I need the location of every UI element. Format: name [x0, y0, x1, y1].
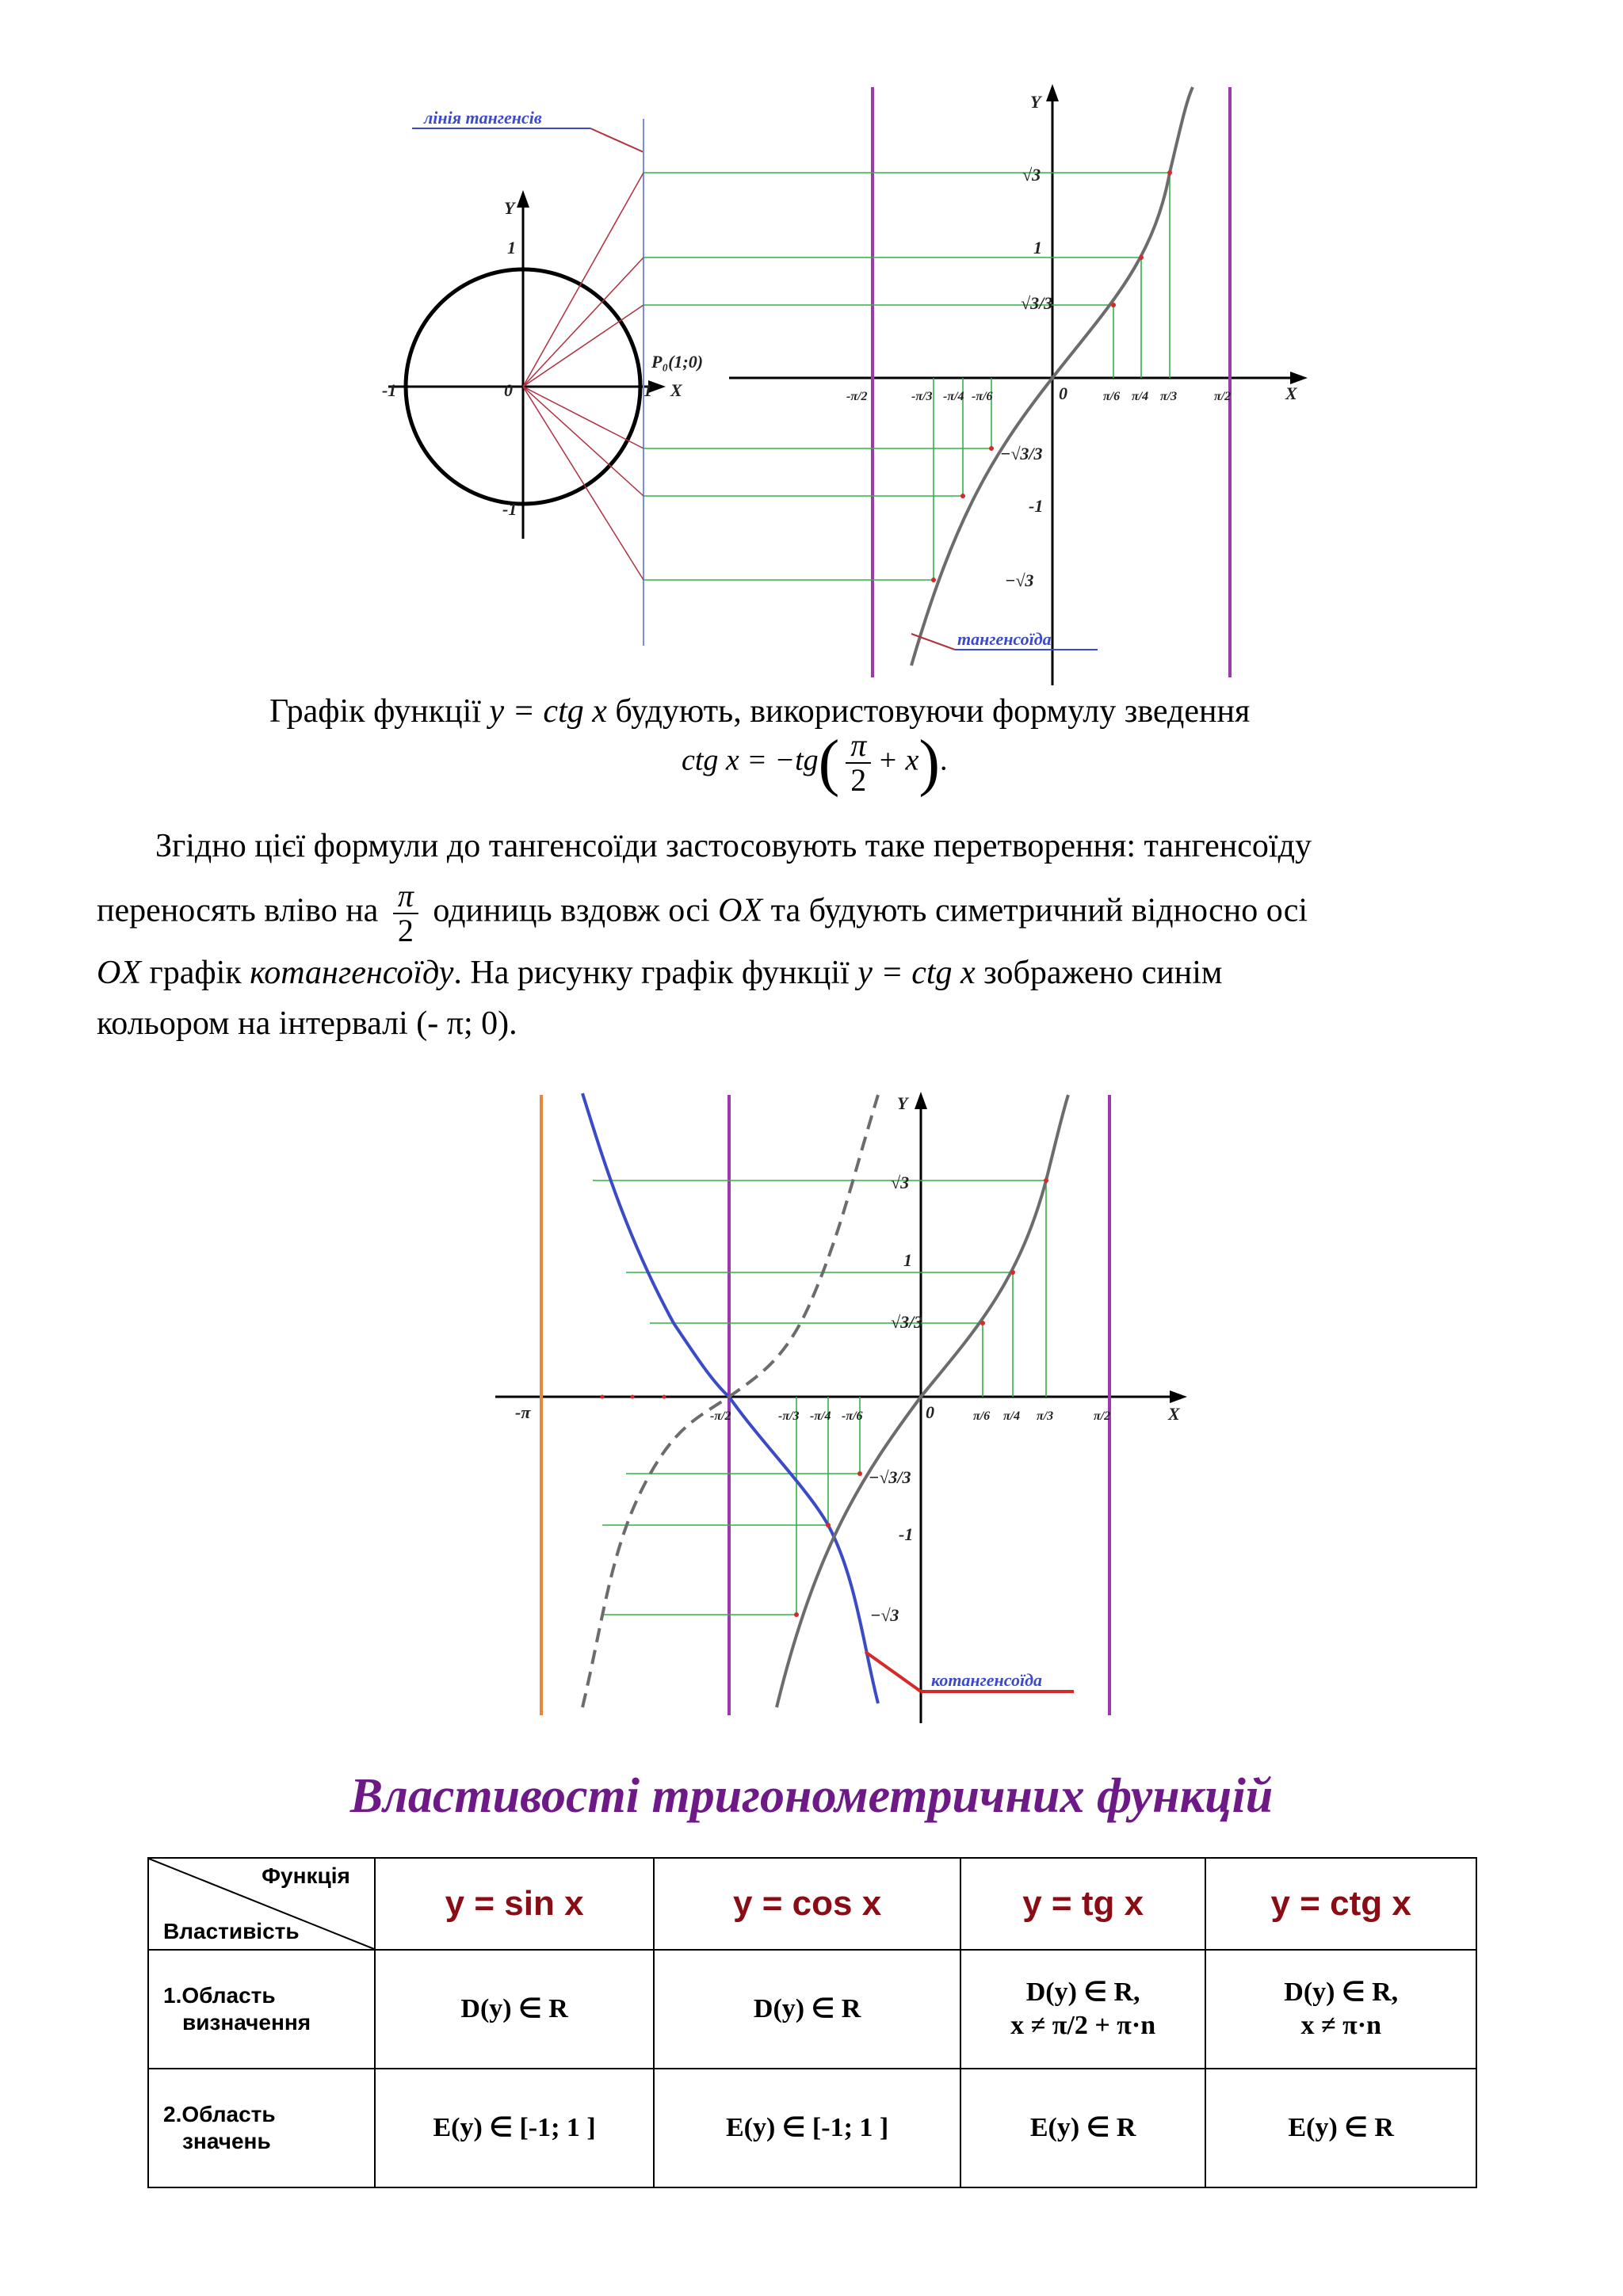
func-sin-header: y = sin x [375, 1858, 655, 1950]
formula-frac [846, 729, 871, 797]
para3-post: . На рисунку графік функції [453, 955, 850, 991]
domain-ctg-l1: D(y) ∈ R, [1284, 1978, 1399, 2007]
tick-pi3: π/3 [1160, 390, 1178, 403]
para3-formula: y = ctg x [857, 955, 976, 991]
tick-m-pi3: -π/3 [911, 390, 933, 403]
formula-num: π [846, 729, 871, 764]
graph-one-label: 1 [1033, 238, 1042, 257]
graph-x-label: X [1285, 383, 1297, 403]
range-cos: E(y) ∈ [-1; 1 ] [654, 2069, 960, 2187]
cotangent-figure [0, 1077, 1623, 1735]
para2-pre: переносять вліво на [97, 892, 379, 929]
para3-it: котангенсоїду [250, 955, 454, 991]
corner-property-label: Властивість [163, 1919, 300, 1943]
row-range-line2: значень [182, 2129, 271, 2153]
graph-zero-label: 0 [1059, 383, 1067, 403]
g2-tick-m-pi6: -π/6 [842, 1409, 863, 1423]
para3-end: зображено синім [983, 955, 1223, 991]
tangent-line-label: лінія тангенсів [424, 108, 542, 128]
graph2-y-label: Y [897, 1093, 908, 1113]
row-domain-line2: визначення [182, 2010, 311, 2035]
circle-right-one-label: 1 [643, 380, 652, 400]
para-line3 [97, 949, 1222, 997]
range-sin: E(y) ∈ [-1; 1 ] [375, 2069, 655, 2187]
g2-tick-pi4: π/4 [1003, 1409, 1021, 1423]
domain-cos [654, 1950, 960, 2069]
func-ctg-header: y = ctg x [1205, 1858, 1476, 1950]
table-header-row [148, 1858, 1476, 1950]
row-range-line1: 2.Область [163, 2102, 276, 2126]
formula-left: ctg x = −tg [682, 743, 819, 777]
para2-frac [393, 879, 418, 948]
g2-tick-pi3: π/3 [1037, 1409, 1054, 1423]
circle-zero-label: 0 [504, 380, 513, 400]
graph-y-label: Y [1030, 92, 1041, 112]
graph2-m-one-label: -1 [899, 1524, 914, 1544]
graph2-sqrt3-label: √3 [891, 1173, 910, 1192]
func-tg-header: y = tg x [960, 1858, 1206, 1950]
para3-pre: графік [149, 955, 242, 991]
circle-y-label: Y [504, 198, 515, 218]
graph-sqrt3-3-label: √3/3 [1021, 293, 1053, 313]
tangentoid-label: тангенсоїда [957, 629, 1052, 649]
para2-ox: OX [718, 892, 763, 929]
cotangentoid-label: котангенсоїда [931, 1670, 1042, 1690]
section-title: Властивості тригонометричних функцій [349, 1769, 1274, 1823]
row-domain-header [148, 1950, 375, 2069]
formula-den: 2 [850, 762, 867, 798]
circle-x-label: X [670, 380, 682, 400]
circle-left-label: -1 [382, 380, 397, 400]
graph-m-sqrt3-3-label: −√3/3 [1000, 444, 1043, 463]
table-row [148, 1950, 1476, 2069]
graph2-m-sqrt3-3-label: −√3/3 [869, 1467, 911, 1487]
table-row [148, 2069, 1476, 2187]
text-line1 [269, 688, 1250, 735]
range-tg: E(y) ∈ R [960, 2069, 1206, 2187]
para3-ox: OX [97, 955, 141, 991]
domain-tg [960, 1950, 1206, 2069]
row-domain-line1: 1.Область [163, 1983, 276, 2008]
para2-num: π [393, 879, 418, 914]
para2-den: 2 [397, 913, 414, 948]
graph2-m-sqrt3-label: −√3 [870, 1605, 899, 1625]
domain-sin [375, 1950, 655, 2069]
func-cos-header: y = cos x [654, 1858, 960, 1950]
range-ctg: E(y) ∈ R [1205, 2069, 1476, 2187]
line1-formula: y = ctg x [489, 693, 607, 730]
para2-end: та будують симетричний відносно осі [770, 892, 1308, 929]
line1-pre: Графік функції [269, 693, 490, 730]
tick-m-pi6: -π/6 [972, 390, 993, 403]
g2-tick-m-pi4: -π/4 [810, 1409, 831, 1423]
domain-ctg-l2: x ≠ π·n [1300, 2011, 1381, 2040]
formula: ctg x = −tg( $\frac{\pi}{2}$ + x). [682, 727, 948, 798]
graph2-zero-label: 0 [926, 1402, 934, 1422]
domain-ctg [1205, 1950, 1476, 2069]
tick-m-pi4: -π/4 [943, 390, 964, 403]
point-p0-label: P₀(1;0) [651, 352, 704, 372]
circle-one-label: 1 [507, 238, 516, 257]
corner-function-label: Функція [262, 1863, 350, 1888]
domain-sin-l1: D(y) ∈ R [460, 1994, 568, 2023]
graph-m-sqrt3-label: −√3 [1005, 570, 1034, 590]
domain-tg-l2: x ≠ π/2 + π·n [1010, 2011, 1156, 2040]
para2-post: одиниць вздовж осі [433, 892, 710, 929]
g2-tick-pi6: π/6 [973, 1409, 991, 1423]
minus-pi-label: -π [515, 1402, 531, 1422]
graph2-one-label: 1 [903, 1250, 912, 1270]
graph-m-one-label: -1 [1029, 496, 1044, 516]
properties-table [147, 1857, 1477, 2188]
tick-pi4: π/4 [1132, 390, 1149, 403]
para-line1: Згідно цієї формули до тангенсоїди застосовують таке перетворення: тангенсоїду [155, 828, 1312, 864]
row-range-header [148, 2069, 375, 2187]
graph-sqrt3-label: √3 [1022, 165, 1041, 185]
para-line2 [97, 879, 1308, 948]
g2-tick-m-pi2: -π/2 [710, 1409, 731, 1423]
g2-tick-pi2: π/2 [1094, 1409, 1111, 1423]
domain-tg-l1: D(y) ∈ R, [1025, 1978, 1140, 2007]
graph2-x-label: X [1168, 1404, 1180, 1424]
domain-cos-l1: D(y) ∈ R [753, 1994, 861, 2023]
table-corner-cell [148, 1858, 375, 1950]
tangent-figure [0, 0, 1623, 697]
g2-tick-m-pi3: -π/3 [778, 1409, 800, 1423]
graph2-sqrt3-3-label: √3/3 [891, 1312, 923, 1332]
tick-pi2: π/2 [1214, 390, 1232, 403]
para-line4: кольором на інтервалі (- π; 0). [97, 1005, 517, 1042]
line1-post: будують, використовуючи формулу зведення [615, 693, 1251, 730]
tick-pi6: π/6 [1103, 390, 1121, 403]
tick-m-pi2: -π/2 [846, 390, 868, 403]
formula-tail: + x [877, 743, 919, 777]
circle-minus-one-label: -1 [502, 499, 517, 519]
